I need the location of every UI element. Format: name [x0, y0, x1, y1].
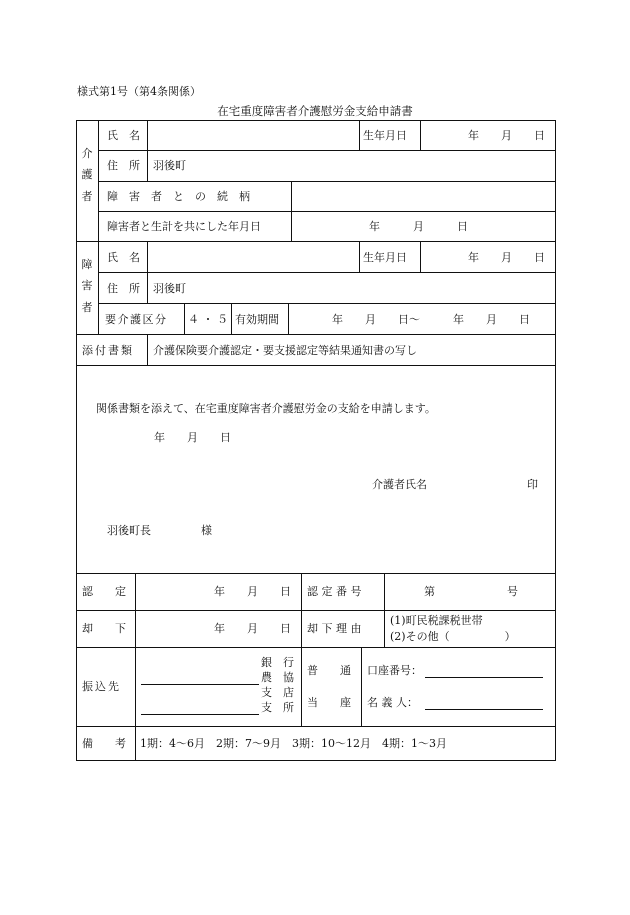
cohabit-date-label: 障害者と生計を共にした年月日 — [107, 220, 261, 233]
disabled-name-field[interactable] — [148, 242, 358, 271]
disabled-name-label: 氏 名 — [107, 251, 140, 264]
disabled-address-label: 住 所 — [107, 282, 140, 295]
rejection-reason-1[interactable]: (1)町民税課税世帯 — [390, 614, 483, 627]
caregiver-name-field[interactable] — [148, 121, 358, 150]
approval-no-suffix: 号 — [507, 585, 518, 598]
rejection-date[interactable]: 年 月 日 — [214, 622, 291, 635]
attachments-value: 介護保険要介護認定・要支援認定等結果通知書の写し — [153, 344, 417, 357]
transfer-label: 振込先 — [82, 680, 121, 693]
caregiver-address-label: 住 所 — [107, 159, 140, 172]
applicant-name-field[interactable] — [436, 473, 521, 491]
approval-no-label: 認 定 番 号 — [307, 585, 362, 598]
disabled-section-label: 障 害 者 — [81, 258, 93, 314]
validity-field[interactable]: 年 月 日～ 年 月 日 — [332, 313, 530, 326]
cohabit-date-field[interactable]: 年 月 日 — [369, 220, 468, 233]
form-number: 様式第1号（第4条関係） — [77, 85, 201, 98]
care-level-field[interactable]: ４ ・ ５ — [188, 313, 228, 326]
disabled-address-field[interactable]: 羽後町 — [153, 282, 186, 295]
account-holder-field[interactable] — [425, 709, 543, 710]
bank-name-line[interactable] — [141, 684, 259, 685]
sub-office-label: 支 所 — [261, 701, 294, 714]
account-holder-label: 名 義 人： — [367, 696, 418, 709]
approval-label: 認 定 — [82, 585, 126, 598]
disabled-birthdate-label: 生年月日 — [363, 251, 407, 264]
rejection-label: 却 下 — [82, 622, 126, 635]
bank-label: 銀 行 — [261, 656, 294, 669]
form-title: 在宅重度障害者介護慰労金支給申請書 — [217, 104, 413, 118]
branch-label: 支 店 — [261, 686, 294, 699]
addressee: 羽後町長 — [107, 524, 151, 537]
disabled-birthdate-field[interactable]: 年 月 日 — [468, 251, 545, 264]
remarks-value: 1期：4～6月 2期：7～9月 3期：10～12月 4期：1～3月 — [140, 737, 447, 750]
caregiver-name-label: 氏 名 — [107, 129, 140, 142]
relation-field[interactable] — [292, 182, 554, 210]
ordinary-account-option[interactable]: 普 通 — [307, 664, 351, 677]
application-statement: 関係書類を添えて、在宅重度障害者介護慰労金の支給を申請します。 — [96, 402, 436, 415]
caregiver-address-field[interactable]: 羽後町 — [153, 159, 186, 172]
agri-coop-label: 農 協 — [261, 671, 294, 684]
care-level-label: 要介護区分 — [105, 313, 168, 326]
caregiver-birthdate-field[interactable]: 年 月 日 — [468, 129, 545, 142]
remarks-label: 備 考 — [82, 737, 126, 750]
caregiver-birthdate-label: 生年月日 — [363, 129, 407, 142]
branch-name-line[interactable] — [141, 714, 259, 715]
account-number-label: 口座番号： — [367, 664, 422, 677]
approval-date[interactable]: 年 月 日 — [214, 585, 291, 598]
approval-no-prefix: 第 — [424, 585, 435, 598]
application-date[interactable]: 年 月 日 — [154, 431, 231, 444]
validity-label: 有効期間 — [235, 313, 279, 326]
caregiver-section-label: 介 護 者 — [81, 147, 93, 203]
honorific: 様 — [201, 524, 212, 537]
attachments-label: 添付書類 — [82, 344, 134, 357]
rejection-reason-2[interactable]: (2)その他（ ） — [390, 630, 516, 643]
rejection-reason-label: 却 下 理 由 — [307, 622, 362, 635]
current-account-option[interactable]: 当 座 — [307, 696, 351, 709]
seal-mark: 印 — [527, 478, 538, 491]
relation-label: 障 害 者 と の 続 柄 — [107, 190, 250, 203]
account-number-field[interactable] — [425, 677, 543, 678]
applicant-name-label: 介護者氏名 — [372, 478, 427, 491]
